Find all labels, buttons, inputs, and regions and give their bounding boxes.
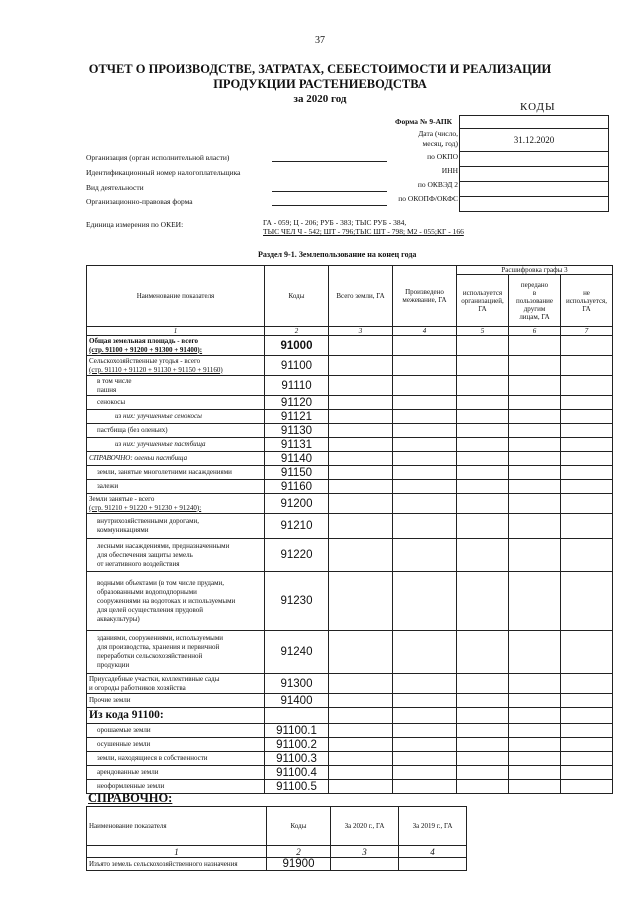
inn-label: ИНН bbox=[441, 166, 458, 175]
code-okopf bbox=[460, 197, 609, 212]
code-form bbox=[460, 116, 609, 129]
codes-label: КОДЫ bbox=[520, 101, 556, 113]
org-label: Организация (орган исполнительной власти) bbox=[86, 153, 230, 162]
okved-label: по ОКВЭД 2 bbox=[417, 180, 458, 189]
code-inn bbox=[460, 167, 609, 182]
table-row: водными объектами (в том числе прудами, образованными водоподпорными сооружениями на водотоках и используемыми для целей осуществления прудовой аквакультуры) 91230 bbox=[87, 572, 613, 631]
codes-box bbox=[459, 115, 609, 212]
table-row: из них: улучшенные сенокосы 91121 bbox=[87, 410, 613, 424]
land-use-table bbox=[86, 265, 613, 794]
col-survey-header: Произведено межевание, ГА bbox=[393, 266, 457, 327]
table-row: Изъято земель сельскохозяйственного назначения 91900 bbox=[87, 858, 467, 871]
table-row: неоформленные земли 91100.5 bbox=[87, 780, 613, 794]
table-row: внутрихозяйственными дорогами, коммуникациями 91210 bbox=[87, 514, 613, 539]
code-okpo bbox=[460, 152, 609, 167]
table-row: СПРАВОЧНО: оленьи пастбища 91140 bbox=[87, 452, 613, 466]
col-name-header: Наименование показателя bbox=[87, 266, 265, 327]
col-number: 1 bbox=[87, 327, 265, 336]
ref-col-2020: За 2020 г., ГА bbox=[331, 807, 399, 846]
col-number: 2 bbox=[265, 327, 329, 336]
table-row: Земли занятые - всего (стр. 91210 + 91220 + 91230 + 91240): 91200 bbox=[87, 494, 613, 514]
ref-col-code: Коды bbox=[267, 807, 331, 846]
table-row: Прочие земли 91400 bbox=[87, 694, 613, 708]
date-label-1: Дата (число, bbox=[418, 129, 458, 138]
page-number: 37 bbox=[315, 35, 325, 46]
col-breakdown-header: Расшифровка графы 3 bbox=[457, 266, 613, 275]
table-row: сенокосы 91120 bbox=[87, 396, 613, 410]
report-year: за 2020 год bbox=[293, 93, 347, 105]
report-title-line1: ОТЧЕТ О ПРОИЗВОДСТВЕ, ЗАТРАТАХ, СЕБЕСТОИМОСТИ И РЕАЛИЗАЦИИ bbox=[88, 62, 552, 76]
section-title: Раздел 9-1. Землепользование на конец года bbox=[258, 250, 417, 259]
units-line1: ГА - 059; Ц - 206; РУБ - 383; ТЫС РУБ - 384, bbox=[263, 218, 407, 227]
code-date: 31.12.2020 bbox=[460, 129, 609, 152]
reference-table: Наименование показателя Коды За 2020 г., ГА За 2019 г., ГА 1 2 3 4 Изъято земель сельскохозяйственного назначения 91900 bbox=[86, 806, 467, 871]
okopf-label: по ОКОПФ/ОКФС bbox=[398, 194, 458, 203]
table-row: лесными насаждениями, предназначенными для обеспечения защиты земель от негативного воздействия 91220 bbox=[87, 539, 613, 572]
table-row: Сельскохозяйственные угодья - всего (стр. 91110 + 91120 + 91130 + 91150 + 91160) 91100 bbox=[87, 356, 613, 376]
table-row: земли, занятые многолетними насаждениями 91150 bbox=[87, 466, 613, 480]
ref-col-2019: За 2019 г., ГА bbox=[399, 807, 467, 846]
col-code-header: Коды bbox=[265, 266, 329, 327]
col-number: 3 bbox=[329, 327, 393, 336]
tin-label: Идентификационный номер налогоплательщика bbox=[86, 168, 241, 177]
col-number: 5 bbox=[457, 327, 509, 336]
table-row: Общая земельная площадь - всего (стр. 91100 + 91200 + 91300 + 91400): 91000 bbox=[87, 336, 613, 356]
table-row: земли, находящиеся в собственности 91100.3 bbox=[87, 752, 613, 766]
col-number: 6 bbox=[509, 327, 561, 336]
units-line2: ТЫС ЧЕЛ Ч - 542; ШТ - 796;ТЫС ШТ - 798; М2 - 055;КГ - 166 bbox=[263, 227, 464, 236]
report-title-line2: ПРОДУКЦИИ РАСТЕНИЕВОДСТВА bbox=[213, 77, 427, 91]
okpo-label: по ОКПО bbox=[427, 152, 458, 161]
table-row: Из кода 91100: bbox=[87, 708, 613, 724]
col-number: 4 bbox=[393, 327, 457, 336]
code-okved bbox=[460, 182, 609, 197]
units-label: Единица измерения по ОКЕИ: bbox=[86, 220, 184, 229]
activity-line bbox=[272, 191, 387, 192]
table-row: осушенные земли 91100.2 bbox=[87, 738, 613, 752]
org-line bbox=[272, 161, 387, 162]
legal-form-label: Организационно-правовая форма bbox=[86, 197, 193, 206]
table-row: пастбища (без оленьих) 91130 bbox=[87, 424, 613, 438]
table-row: зданиями, сооружениями, используемыми для производства, хранения и первичной переработки сельскохозяйственной продукции 91240 bbox=[87, 631, 613, 674]
activity-label: Вид деятельности bbox=[86, 183, 144, 192]
ref-col-name: Наименование показателя bbox=[87, 807, 267, 846]
table-row: залежи 91160 bbox=[87, 480, 613, 494]
col-transferred-header: передано в пользование другим лицам, ГА bbox=[509, 275, 561, 327]
col-notused-header: не используется, ГА bbox=[561, 275, 613, 327]
col-used-header: используется организацией, ГА bbox=[457, 275, 509, 327]
reference-title: СПРАВОЧНО: bbox=[88, 791, 173, 805]
col-total-header: Всего земли, ГА bbox=[329, 266, 393, 327]
table-row: арендованные земли 91100.4 bbox=[87, 766, 613, 780]
table-row: орошаемые земли 91100.1 bbox=[87, 724, 613, 738]
form-label: Форма № 9-АПК bbox=[395, 117, 453, 126]
col-number: 7 bbox=[561, 327, 613, 336]
table-row: Приусадебные участки, коллективные сады и огороды работников хозяйства 91300 bbox=[87, 674, 613, 694]
date-label-2: месяц, год) bbox=[422, 139, 458, 148]
table-row: в том числе пашня 91110 bbox=[87, 376, 613, 396]
legal-form-line bbox=[272, 205, 387, 206]
table-row: из них: улучшенные пастбища 91131 bbox=[87, 438, 613, 452]
